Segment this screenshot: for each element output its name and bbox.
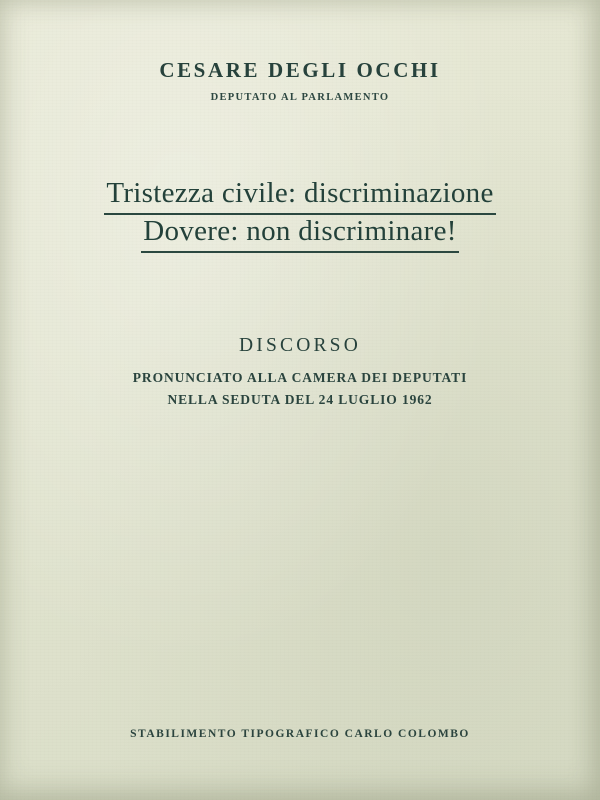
title-block [58, 177, 542, 253]
cover-content [0, 58, 600, 800]
discourse-subtitle-line-2: NELLA SEDUTA DEL 24 LUGLIO 1962 [167, 392, 433, 407]
title-line-1: Tristezza civile: discriminazione [104, 177, 495, 215]
publisher-imprint: STABILIMENTO TIPOGRAFICO CARLO COLOMBO [130, 728, 470, 740]
title-line-2: Dovere: non discriminare! [141, 215, 459, 253]
discourse-subtitle-line-1: PRONUNCIATO ALLA CAMERA DEI DEPUTATI [132, 370, 468, 385]
author-subtitle: DEPUTATO AL PARLAMENTO [210, 92, 390, 103]
author-name: CESARE DEGLI OCCHI [159, 58, 441, 82]
discourse-block [58, 335, 542, 408]
discourse-heading: DISCORSO [238, 335, 362, 356]
